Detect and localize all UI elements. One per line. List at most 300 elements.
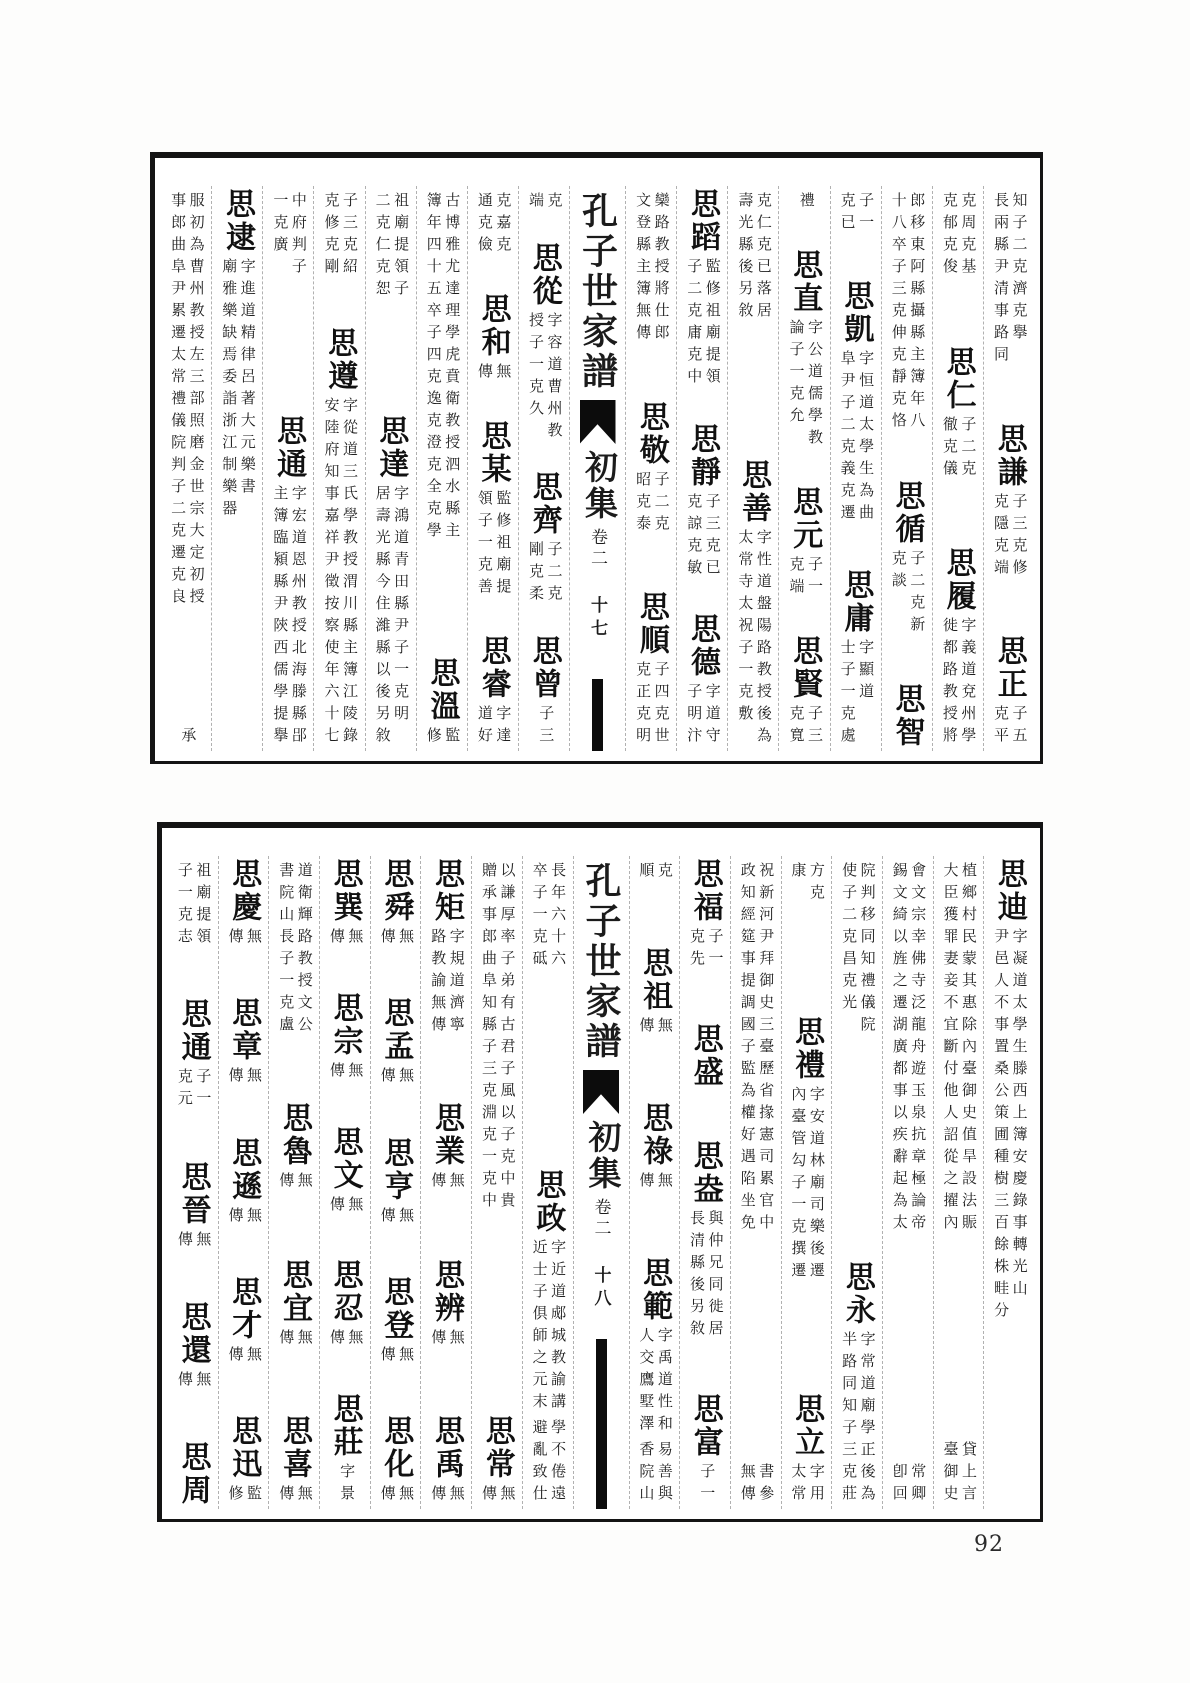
annotation-right-subcolumn: 無 (295, 1172, 312, 1195)
annotation (526, 541, 561, 607)
annotation (688, 1210, 723, 1342)
person-name: 思巽 (328, 858, 362, 924)
annotation (696, 1463, 715, 1507)
annotation (991, 192, 1026, 368)
annotation-right-subcolumn: 無 (346, 1061, 363, 1084)
annotation-left-subcolumn: 克寬 (787, 705, 804, 749)
annotation (322, 397, 357, 749)
annotation (475, 490, 510, 600)
genealogy-entry (424, 657, 459, 749)
annotation-left-subcolumn: 路教諭無傳 (429, 928, 446, 1038)
banxin-bar (596, 1339, 607, 1509)
annotation-right-subcolumn: 子一 (194, 1068, 211, 1113)
genealogy-column (416, 186, 467, 751)
annotation-left-subcolumn: 傳 (475, 363, 492, 385)
annotation-right-subcolumn: 克嘉克 (494, 192, 511, 258)
annotation-left-subcolumn: 傳 (637, 1017, 654, 1039)
annotation (736, 529, 771, 749)
genealogy-column (365, 186, 416, 751)
person-name: 思孟 (379, 997, 413, 1064)
annotation-left-subcolumn: 傳 (378, 1485, 395, 1507)
collection-label: 初集 (583, 1120, 620, 1192)
annotation (688, 928, 723, 972)
annotation-right-subcolumn: 貸上言 (959, 1441, 976, 1507)
annotation (890, 862, 925, 1236)
annotation (889, 550, 924, 638)
person-name: 思齊 (527, 471, 561, 538)
genealogy-entry (327, 1259, 362, 1351)
person-name: 思富 (688, 1393, 722, 1459)
annotation-right-subcolumn: 字近道郕城教諭講 (549, 1239, 566, 1415)
banxin-column-bottom (573, 856, 629, 1509)
genealogy-column (161, 186, 211, 751)
person-name: 思範 (638, 1257, 672, 1323)
annotation-right-subcolumn: 字顯道 (857, 639, 874, 705)
genealogy-entry (475, 635, 510, 749)
person-name: 思正 (992, 635, 1026, 701)
person-name: 思德 (685, 613, 719, 679)
annotation-left-subcolumn: 內臺管勾子一克撰遷 (789, 1085, 806, 1284)
genealogy-entry (688, 1140, 723, 1342)
annotation-right-subcolumn: 克 (655, 862, 672, 884)
annotation (789, 862, 824, 906)
annotation-left-subcolumn: 傳 (429, 1328, 446, 1351)
annotation (941, 1441, 976, 1507)
annotation-left-subcolumn: 傳 (277, 1484, 294, 1507)
annotation (530, 862, 565, 972)
annotation (634, 661, 669, 749)
annotation-left-subcolumn: 克修克剛 (322, 192, 339, 280)
genealogy-column (679, 856, 730, 1509)
genealogy-entry (327, 992, 362, 1084)
annotation-right-subcolumn: 無 (397, 1206, 414, 1229)
annotation-right-subcolumn: 無 (245, 1067, 262, 1090)
genealogy-entry (329, 1393, 361, 1507)
annotation-left-subcolumn: 壽光縣後另敘 (736, 192, 753, 324)
annotation-right-subcolumn: 子三克紹 (340, 192, 357, 280)
genealogy-column (629, 856, 680, 1509)
genealogy-entry (840, 1261, 875, 1507)
person-name: 思慶 (227, 858, 261, 924)
annotation (226, 1485, 261, 1507)
annotation (378, 928, 413, 950)
annotation-right-subcolumn: 子三 (805, 705, 822, 749)
annotation (738, 1463, 773, 1507)
genealogy-entry (637, 1102, 672, 1194)
genealogy-entry (838, 280, 873, 526)
annotation-left-subcolumn: 傳 (378, 928, 395, 950)
genealogy-entry (479, 1415, 514, 1507)
person-name: 思魯 (277, 1102, 311, 1169)
annotation-left-subcolumn: 道好 (475, 705, 492, 749)
annotation-left-subcolumn: 端 (526, 192, 543, 214)
person-name: 思遜 (227, 1136, 261, 1203)
annotation-right-subcolumn: 字用 (807, 1463, 824, 1507)
genealogy-entry (226, 997, 261, 1089)
annotation-left-subcolumn: 傳 (226, 1206, 243, 1229)
annotation-left-subcolumn: 克先 (688, 928, 705, 972)
genealogy-entry (169, 188, 204, 610)
annotation (378, 1346, 413, 1368)
genealogy-entry (688, 858, 723, 972)
annotation-left-subcolumn: 避亂致仕 (530, 1419, 547, 1507)
annotation-left-subcolumn: 克諒克敏 (685, 492, 702, 581)
person-name: 思政 (531, 1169, 565, 1235)
annotation-left-subcolumn: 傳 (479, 1485, 496, 1507)
genealogy-entry (475, 420, 510, 600)
annotation-left-subcolumn: 士子一克處 (838, 639, 855, 749)
person-name: 思才 (227, 1275, 261, 1342)
annotation-right-subcolumn: 以謙厚率子弟有古君子風以子克中貴 (498, 862, 515, 1214)
fishtail-mark-icon (580, 400, 616, 444)
person-name: 思靜 (685, 422, 719, 489)
person-name: 思章 (227, 997, 261, 1064)
annotation (838, 639, 873, 749)
person-name: 思遵 (323, 327, 357, 393)
person-name: 思溫 (425, 657, 459, 723)
genealogy-entry (634, 188, 669, 346)
genealogy-entry (175, 1161, 210, 1253)
genealogy-entry (940, 547, 975, 749)
genealogy-entry (738, 1459, 773, 1507)
person-name: 思盛 (688, 1023, 722, 1089)
annotation-left-subcolumn: 主簿臨潁縣尹陝西儒學提擧 (271, 485, 288, 749)
annotation-left-subcolumn: 修 (424, 727, 441, 749)
annotation (175, 1068, 210, 1112)
annotation-left-subcolumn: 傳 (327, 1195, 344, 1218)
annotation (838, 192, 873, 236)
annotation-right-subcolumn: 無 (447, 1328, 464, 1351)
genealogy-column (983, 186, 1034, 751)
genealogy-entry (378, 1415, 413, 1507)
annotation-right-subcolumn: 無 (245, 1206, 262, 1229)
genealogy-entry (889, 188, 924, 434)
genealogy-column (319, 856, 370, 1509)
annotation (787, 556, 822, 600)
genealogy-column (262, 186, 313, 751)
annotation-left-subcolumn: 傳 (637, 1172, 654, 1194)
genealogy-entry (890, 858, 925, 1236)
annotation (336, 1463, 355, 1507)
genealogy-entry (738, 858, 773, 1236)
annotation-left-subcolumn: 阜尹子二克義克遷 (838, 349, 855, 526)
genealogy-entry (838, 569, 873, 749)
genealogy-entry (689, 1393, 721, 1507)
person-name: 思賢 (788, 635, 822, 701)
annotation-right-subcolumn: 無 (194, 1370, 211, 1393)
annotation (526, 192, 561, 214)
annotation (637, 1327, 672, 1437)
annotation-right-subcolumn: 無 (346, 1195, 363, 1218)
person-name: 思周 (176, 1441, 210, 1507)
annotation-right-subcolumn: 禮 (797, 192, 814, 214)
annotation-right-subcolumn: 監修祖廟提領 (703, 258, 720, 390)
annotation (175, 1231, 210, 1253)
annotation (634, 471, 669, 537)
genealogy-column (168, 856, 218, 1509)
genealogy-entry (226, 1137, 261, 1229)
annotation-right-subcolumn: 與仲兄同徙居 (706, 1210, 723, 1342)
genealogy-column (268, 856, 319, 1509)
annotation-left-subcolumn: 昭克泰 (634, 470, 651, 537)
genealogy-entry (992, 858, 1027, 1324)
book-title: 孔子世家譜 (581, 862, 621, 1062)
annotation-left-subcolumn: 傳 (175, 1230, 192, 1253)
person-name: 思舜 (379, 858, 413, 924)
genealogy-entry (787, 635, 822, 749)
genealogy-entry (322, 188, 357, 280)
annotation (890, 1463, 925, 1507)
annotation (373, 485, 408, 749)
genealogy-entry (271, 415, 306, 749)
annotation-left-subcolumn: 大臣獲罪妻妾不宜斷付他人詔從之擢內 (941, 862, 958, 1236)
genealogy-entry (528, 635, 560, 749)
annotation-right-subcolumn: 子三克已 (703, 492, 720, 581)
annotation-right-subcolumn: 無 (494, 363, 511, 385)
genealogy-column (370, 856, 421, 1509)
person-name: 思立 (790, 1393, 824, 1459)
person-name: 思和 (476, 293, 510, 359)
person-name: 思晉 (176, 1160, 210, 1227)
annotation-right-subcolumn: 子一 (706, 928, 723, 972)
annotation-left-subcolumn: 授子一克久 (526, 311, 543, 422)
genealogy-entry (226, 1415, 261, 1507)
genealogy-entry (424, 188, 459, 544)
person-name: 思順 (634, 591, 668, 657)
genealogy-entry (378, 1276, 413, 1368)
annotation-left-subcolumn: 傳 (175, 1370, 192, 1393)
genealogy-entry (220, 188, 255, 522)
annotation (889, 192, 924, 434)
annotation-left-subcolumn: 長清縣後另敘 (688, 1210, 705, 1342)
annotation-right-subcolumn: 字禹道性和 (655, 1327, 672, 1437)
genealogy-entry (991, 188, 1026, 368)
annotation-right-subcolumn: 字性道盤陽路教授後為 (754, 529, 771, 749)
genealogy-entry (634, 591, 669, 749)
annotation-right-subcolumn: 子二克 (652, 470, 669, 537)
annotation-right-subcolumn: 字恒道太學生為曲 (857, 349, 874, 526)
annotation-right-subcolumn: 欒路教授將仕郎 (652, 192, 669, 346)
annotation-left-subcolumn: 剛克柔 (526, 541, 543, 608)
annotation-left-subcolumn: 半路同知子三克莊 (840, 1331, 857, 1507)
annotation-right-subcolumn: 郎移東阿縣攝縣主簿年八 (908, 192, 925, 434)
genealogy-entry (795, 188, 814, 214)
annotation-left-subcolumn: 太常寺太祝子一克敷 (736, 529, 753, 727)
annotation-left-subcolumn: 傳 (226, 1067, 243, 1090)
genealogy-entry (889, 480, 924, 638)
annotation (940, 192, 975, 280)
annotation (373, 192, 408, 302)
annotation-right-subcolumn: 監 (245, 1485, 262, 1507)
person-name: 思祖 (638, 947, 672, 1013)
annotation-right-subcolumn: 克 (545, 192, 562, 214)
annotation (479, 1485, 514, 1507)
person-name: 思永 (840, 1261, 874, 1327)
annotation-left-subcolumn: 克談 (889, 549, 906, 594)
person-name: 思迪 (992, 858, 1026, 924)
annotation-left-subcolumn: 克已 (838, 192, 855, 236)
genealogy-entry (226, 858, 261, 950)
genealogy-column (471, 856, 522, 1509)
genealogy-entry (526, 242, 561, 444)
genealogy-entry (940, 188, 975, 280)
annotation (429, 1485, 464, 1507)
person-name: 思某 (476, 420, 510, 486)
annotation-right-subcolumn: 祝新河尹拜御史三臺歷省掾憲司累官中 (757, 862, 774, 1236)
genealogy-column (933, 856, 984, 1509)
annotation-right-subcolumn: 無 (397, 1345, 414, 1368)
annotation-right-subcolumn: 常卿 (909, 1463, 926, 1507)
person-name: 思業 (430, 1102, 464, 1169)
annotation (685, 493, 720, 581)
annotation-left-subcolumn: 尹邑人不事置桑公策圃種樹三百餘株畦分 (992, 928, 1009, 1324)
annotation-left-subcolumn: 贈承事郎曲阜知縣子三克淵克一克中 (479, 862, 496, 1214)
person-name: 思福 (688, 858, 722, 924)
genealogy-entry (177, 723, 196, 749)
person-name: 思宗 (328, 991, 362, 1058)
genealogy-entry (378, 858, 413, 950)
genealogy-entry (685, 188, 720, 390)
annotation-left-subcolumn: 卽回 (890, 1463, 907, 1507)
annotation-left-subcolumn: 二克仁克恕 (373, 192, 390, 302)
genealogy-entry (177, 1441, 209, 1507)
genealogy-column (881, 186, 932, 751)
genealogy-column (730, 856, 781, 1509)
annotation-right-subcolumn: 知子二克濟克擧 (1010, 192, 1027, 346)
annotation (177, 727, 196, 749)
person-name: 思睿 (476, 635, 510, 701)
annotation (277, 862, 312, 1038)
annotation (378, 1067, 413, 1089)
annotation-left-subcolumn: 近士子俱師之元末 (530, 1239, 547, 1415)
annotation-left-subcolumn: 長兩縣尹清事路同 (991, 192, 1008, 368)
genealogy-entry (373, 415, 408, 749)
annotation-right-subcolumn: 古博雅尤達理學虎賁衛教授泗水縣主 (443, 192, 460, 544)
annotation-left-subcolumn: 書院山長子一克盧 (277, 862, 294, 1038)
annotation (424, 727, 459, 749)
annotation-left-subcolumn: 傳 (378, 1206, 395, 1229)
person-name: 思禹 (430, 1414, 464, 1481)
genealogy-column (932, 186, 983, 751)
annotation-left-subcolumn: 子二克庸克中 (685, 258, 702, 390)
annotation (271, 485, 306, 749)
annotation-right-subcolumn: 無 (245, 928, 262, 950)
person-name: 思喜 (277, 1414, 311, 1481)
annotation-right-subcolumn: 無 (498, 1485, 515, 1507)
annotation-left-subcolumn: 克正克明 (634, 661, 651, 749)
person-name: 思還 (176, 1300, 210, 1367)
annotation-left-subcolumn: 廟雅樂缺焉委詣浙江制樂器 (220, 258, 237, 522)
annotation-left-subcolumn: 論子一克允 (787, 319, 804, 429)
annotation (175, 862, 210, 950)
annotation-left-subcolumn: 傳 (277, 1172, 294, 1195)
folio-number: 十七 (588, 596, 607, 642)
annotation (226, 928, 261, 950)
annotation-left-subcolumn: 領子一克善 (475, 490, 492, 600)
annotation-left-subcolumn: 修 (226, 1485, 243, 1507)
person-name: 思達 (374, 415, 408, 481)
annotation-left-subcolumn: 錫文綺以旌之遷湖廣都事以疾辭起為太 (890, 862, 907, 1236)
genealogy-entry (637, 1257, 672, 1507)
annotation-right-subcolumn: 字宏道恩州教授北海滕縣郘 (289, 485, 306, 749)
folio-number: 十八 (591, 1266, 611, 1312)
genealogy-entry (378, 997, 413, 1089)
genealogy-entry (175, 998, 210, 1112)
annotation (787, 319, 822, 451)
annotation-right-subcolumn: 子二克 (545, 541, 562, 608)
genealogy-entry (526, 188, 561, 214)
annotation (795, 192, 814, 214)
volume-label: 卷二 (588, 528, 607, 570)
annotation-right-subcolumn: 子五 (1010, 705, 1027, 749)
genealogy-column (625, 186, 676, 751)
annotation-left-subcolumn: 卒子一克砥 (530, 862, 547, 972)
annotation-left-subcolumn: 子一克志 (175, 862, 192, 950)
annotation (429, 928, 464, 1038)
annotation-right-subcolumn: 長年六十六 (549, 862, 566, 972)
genealogy-entry (327, 858, 362, 950)
genealogy-entry (789, 1016, 824, 1284)
genealogy-entry (840, 858, 875, 1038)
person-name: 思通 (272, 415, 306, 481)
genealogy-entry (530, 858, 565, 972)
genealogy-entry (277, 1102, 312, 1194)
annotation-right-subcolumn: 字常道廟學正後為 (858, 1331, 875, 1507)
annotation-left-subcolumn: 克平 (991, 705, 1008, 749)
person-name: 思通 (176, 998, 210, 1065)
annotation-right-subcolumn: 書參 (757, 1463, 774, 1507)
person-name: 思直 (788, 249, 822, 315)
annotation-left-subcolumn: 克郁克俊 (940, 192, 957, 280)
annotation-right-subcolumn: 字義道兗州學 (959, 617, 976, 749)
annotation-right-subcolumn: 子一 (857, 192, 874, 236)
annotation (327, 928, 362, 950)
genealogy-column (211, 186, 262, 751)
genealogy-entry (373, 188, 408, 302)
annotation-right-subcolumn: 克周克基 (959, 192, 976, 280)
annotation-left-subcolumn: 傳 (226, 1345, 243, 1368)
annotation (429, 1172, 464, 1194)
annotation-right-subcolumn: 祖廟提領子 (392, 192, 409, 302)
person-name: 思化 (379, 1415, 413, 1481)
annotation (637, 1172, 672, 1194)
genealogy-entry (475, 293, 510, 385)
annotation-right-subcolumn: 字容道曹州教 (545, 311, 562, 444)
annotation-right-subcolumn: 字凝道太學生滕西上簿安慶錄事轉光山 (1010, 928, 1027, 1302)
person-name: 思忍 (328, 1259, 362, 1326)
annotation-left-subcolumn: 太常 (789, 1463, 806, 1507)
genealogy-entry (378, 1137, 413, 1229)
annotation (840, 862, 875, 1038)
person-name: 思智 (890, 683, 924, 749)
annotation (941, 862, 976, 1236)
genealogy-entry (838, 188, 873, 236)
annotation-right-subcolumn: 無 (295, 1328, 312, 1351)
annotation-right-subcolumn: 無 (194, 1230, 211, 1253)
genealogy-entry (475, 188, 510, 258)
annotation-right-subcolumn: 無 (295, 1484, 312, 1507)
annotation-left-subcolumn: 居壽光縣今住濰縣以後另敘 (373, 485, 390, 749)
person-name: 思曾 (527, 634, 561, 701)
annotation-right-subcolumn: 字從道三氏學教授渭川縣主簿江陵錄 (340, 397, 357, 749)
annotation (322, 192, 357, 280)
annotation-left-subcolumn: 克元 (175, 1068, 192, 1113)
annotation-left-subcolumn: 克隱克端 (991, 492, 1008, 581)
genealogy-column (882, 856, 933, 1509)
annotation (378, 1485, 413, 1507)
genealogy-column (830, 186, 881, 751)
annotation (220, 258, 255, 522)
